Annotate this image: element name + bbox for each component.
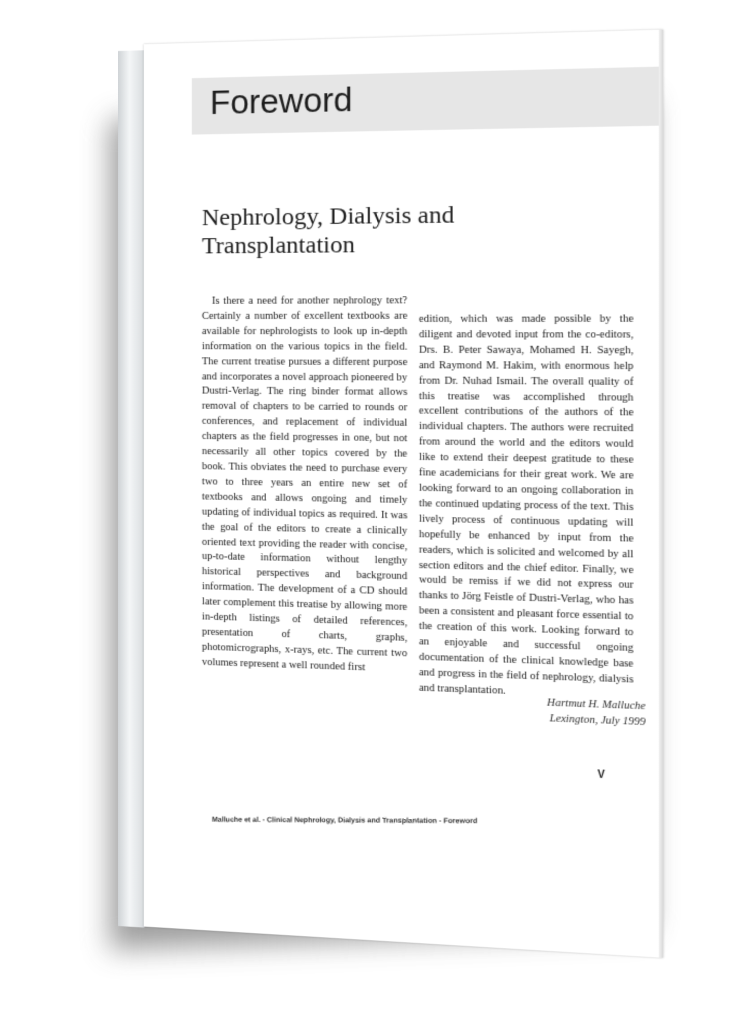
text-column-right (419, 312, 634, 704)
text-column-left (202, 294, 408, 677)
page-number: V (597, 769, 605, 782)
header-band (192, 66, 663, 135)
right-column-text: edition, which was made possible by the diligent and devoted input from the co-editors, Drs. B. Peter Sawaya, Mohamed H. Sayegh, and Raymond M. Hakim, with enormous help from Dr. Nuhad Ismail. The overall quality of this treatise was accomplished through excellent contributions of the authors of the individual chapters. The authors were recruited from around the world and the editors would like to extend their deepest gratitude to these fine academicians for their great work. We are looking forward to an ongoing collaboration in the continued updating process of the text. This lively process of continuous updating will hopefully be enhanced by input from the readers, which is solicited and welcomed by all section editors and the chief editor. Finally, we would be remiss if we did not express our thanks to Jörg Feistle of Dustri-Verlag, who has been a consistent and pleasant force essential to the creation of this work. Looking forward to an enjoyable and successful ongoing documentation of the clinical knowledge base and progress in the field of nephrology, dialysis and transplantation. (418, 313, 634, 697)
signature-name: Hartmut H. Malluche (546, 697, 646, 713)
chapter-title: Nephrology, Dialysis and Transplantation (201, 201, 455, 260)
page-header-title: Foreword (209, 80, 353, 122)
page-edge (659, 30, 663, 958)
book-cover (118, 30, 661, 958)
signature-place-date: Lexington, July 1999 (549, 713, 646, 729)
page-footer: Malluche et al. - Clinical Nephrology, Dialysis and Transplantation - Foreword (211, 816, 478, 826)
left-column-text: Is there a need for another nephrology text? Certainly a number of excellent textbooks are available for nephrologists to look up in-depth information on the various topics in the field. The current treatise pursues a different purpose and incorporates a novel approach pioneered by Dustri-Verlag. The ring binder format allows removal of chapters to be carried to rounds or conferences, and replacement of individual chapters as the field progresses in one, but not necessarily all other topics covered by the book. This obviates the need to purchase every two to three years an entire new set of textbooks and allows ongoing and timely updating of individual topics as required. It was the goal of the editors to create a clinically oriented text providing the reader with concise, up-to-date information without lengthy historical perspectives and background information. The development of a CD should later complement this treatise by allowing more in-depth listings of detailed references, presentation of charts, graphs, photomicrographs, x-rays, etc. The current two volumes represent a well rounded first (201, 295, 408, 674)
book-spine (118, 50, 145, 927)
signature-block (431, 691, 646, 730)
book-page (144, 30, 663, 958)
